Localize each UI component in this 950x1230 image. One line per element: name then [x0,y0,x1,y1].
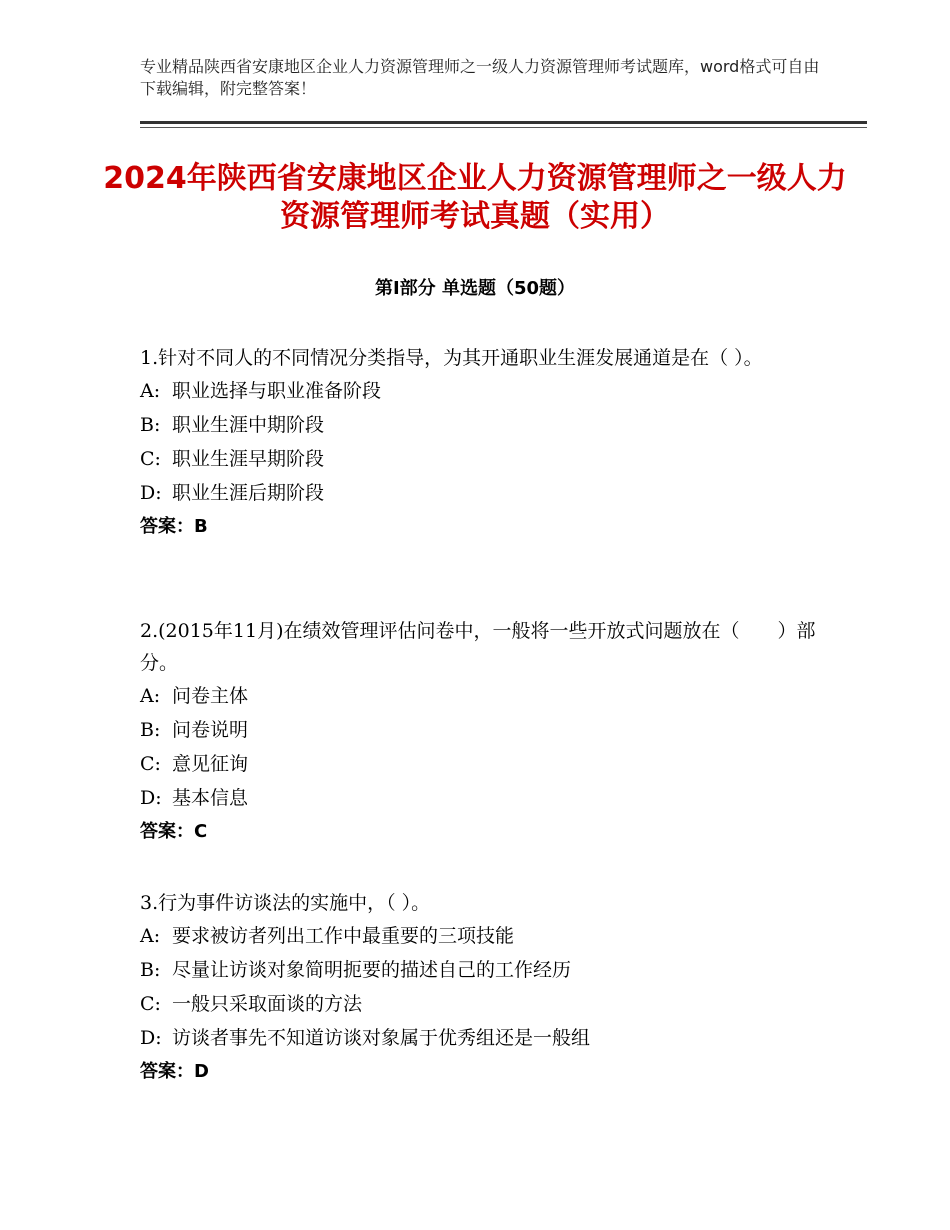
option-b [140,953,820,987]
option-d [140,1021,820,1055]
option-c [140,442,820,476]
option-key: A: [140,380,161,402]
option-text: 访谈者事先不知道访谈对象属于优秀组还是一般组 [172,1027,591,1049]
option-text: 基本信息 [172,787,249,809]
option-key: B: [140,959,161,981]
option-b [140,408,820,442]
option-text: 意见征询 [172,753,249,775]
option-text: 尽量让访谈对象简明扼要的描述自己的工作经历 [172,959,572,981]
option-key: C: [140,448,161,470]
option-text: 职业选择与职业准备阶段 [172,380,382,402]
option-key: B: [140,414,161,436]
option-c [140,987,820,1021]
option-key: D: [140,482,162,504]
header-rule-thick [140,121,867,124]
option-key: A: [140,925,161,947]
option-c [140,747,820,781]
option-d [140,476,820,510]
option-a [140,374,820,408]
option-key: A: [140,685,161,707]
option-text: 问卷说明 [172,719,249,741]
question-stem: 3.行为事件访谈法的实施中，（ ）。 [140,892,431,914]
question-block-2 [140,615,820,849]
answer-line: 答案：D [140,1061,209,1082]
option-text: 要求被访者列出工作中最重要的三项技能 [172,925,515,947]
option-text: 职业生涯后期阶段 [172,482,325,504]
option-key: D: [140,787,162,809]
document-title: 2024年陕西省安康地区企业人力资源管理师之一级人力资源管理师考试真题（实用） [103,161,847,234]
question-stem: 2.(2015年11月)在绩效管理评估问卷中，一般将一些开放式问题放在（ ）部分。 [140,620,816,674]
question-stem: 1.针对不同人的不同情况分类指导，为其开通职业生涯发展通道是在（ ）。 [140,347,763,369]
option-text: 问卷主体 [172,685,249,707]
header-note: 专业精品陕西省安康地区企业人力资源管理师之一级人力资源管理师考试题库，word格式可自由下载编辑，附完整答案！ [140,57,820,98]
option-a [140,679,820,713]
answer-line: 答案：C [140,821,208,842]
section-heading: 第Ⅰ部分 单选题（50题） [374,278,575,299]
option-key: B: [140,719,161,741]
option-key: D: [140,1027,162,1049]
question-block-3 [140,887,820,1089]
option-d [140,781,820,815]
option-key: C: [140,993,161,1015]
option-b [140,713,820,747]
option-text: 职业生涯早期阶段 [172,448,325,470]
option-a [140,919,820,953]
answer-line: 答案：B [140,516,208,537]
option-text: 职业生涯中期阶段 [172,414,325,436]
option-text: 一般只采取面谈的方法 [172,993,363,1015]
option-key: C: [140,753,161,775]
question-block-1 [140,342,820,544]
header-rule-thin [140,127,867,128]
